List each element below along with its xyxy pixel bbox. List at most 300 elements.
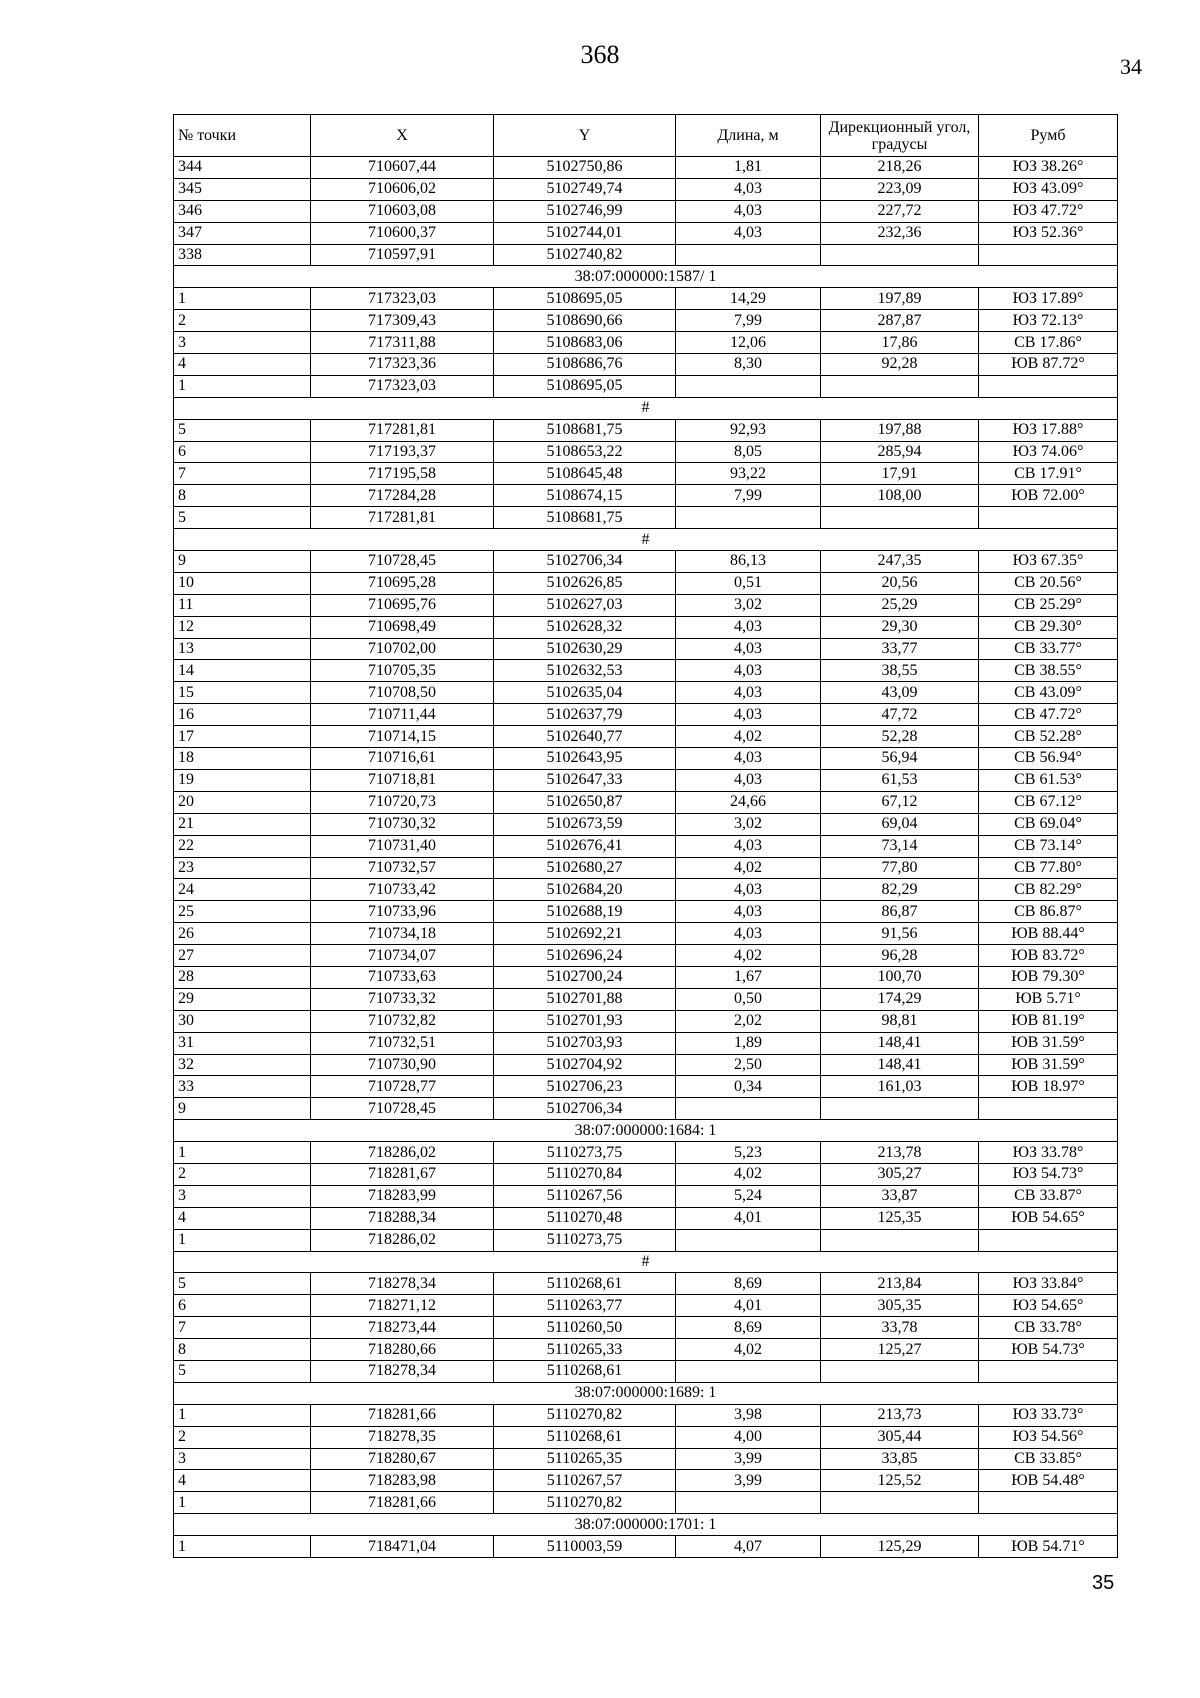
angle-cell: 174,29: [821, 988, 979, 1010]
x-cell: 718286,02: [311, 1142, 494, 1164]
table-row: [174, 769, 1118, 791]
page-number-top: 368: [580, 40, 620, 69]
point-number-cell: 8: [174, 1339, 311, 1361]
x-cell: 710714,15: [311, 726, 494, 748]
point-number-cell: 1: [174, 288, 311, 310]
angle-cell: 20,56: [821, 572, 979, 594]
rumb-cell: ЮВ 72.00°: [979, 485, 1118, 507]
x-cell: 710603,08: [311, 200, 494, 222]
x-cell: 710728,45: [311, 551, 494, 573]
length-cell: 2,02: [676, 1010, 821, 1032]
angle-cell: 77,80: [821, 857, 979, 879]
point-number-cell: 345: [174, 178, 311, 200]
x-cell: 717311,88: [311, 332, 494, 354]
y-cell: 5108690,66: [494, 310, 676, 332]
angle-cell: 100,70: [821, 966, 979, 988]
length-cell: 1,81: [676, 157, 821, 179]
point-number-cell: 1: [174, 1142, 311, 1164]
angle-cell: [821, 1229, 979, 1251]
angle-cell: 25,29: [821, 594, 979, 616]
x-cell: 710597,91: [311, 244, 494, 266]
y-cell: 5102746,99: [494, 200, 676, 222]
header-point-number: № точки: [174, 115, 311, 157]
point-number-cell: 4: [174, 1207, 311, 1229]
length-cell: 4,00: [676, 1426, 821, 1448]
x-cell: 710732,82: [311, 1010, 494, 1032]
length-cell: 0,50: [676, 988, 821, 1010]
y-cell: 5108674,15: [494, 485, 676, 507]
y-cell: 5102740,82: [494, 244, 676, 266]
y-cell: 5102744,01: [494, 222, 676, 244]
point-number-cell: 9: [174, 1098, 311, 1120]
point-number-cell: 14: [174, 660, 311, 682]
x-cell: 710698,49: [311, 616, 494, 638]
length-cell: [676, 1492, 821, 1514]
table-row: [174, 791, 1118, 813]
angle-cell: 33,78: [821, 1317, 979, 1339]
point-number-cell: 338: [174, 244, 311, 266]
point-number-cell: 3: [174, 1448, 311, 1470]
x-cell: 710695,76: [311, 594, 494, 616]
section-label: 38:07:000000:1701: 1: [174, 1514, 1118, 1536]
rumb-cell: СВ 25.29°: [979, 594, 1118, 616]
length-cell: 5,24: [676, 1185, 821, 1207]
angle-cell: 33,87: [821, 1185, 979, 1207]
length-cell: 4,03: [676, 682, 821, 704]
length-cell: 4,02: [676, 1339, 821, 1361]
table-row: [174, 660, 1118, 682]
angle-cell: [821, 244, 979, 266]
header-row: [174, 115, 1118, 157]
y-cell: 5108653,22: [494, 441, 676, 463]
angle-cell: [821, 1360, 979, 1382]
length-cell: 8,05: [676, 441, 821, 463]
x-cell: 710695,28: [311, 572, 494, 594]
y-cell: 5102750,86: [494, 157, 676, 179]
point-number-cell: 18: [174, 748, 311, 770]
y-cell: 5102643,95: [494, 748, 676, 770]
y-cell: 5102635,04: [494, 682, 676, 704]
section-label: #: [174, 529, 1118, 551]
length-cell: [676, 1098, 821, 1120]
point-number-cell: 30: [174, 1010, 311, 1032]
angle-cell: 108,00: [821, 485, 979, 507]
rumb-cell: СВ 17.86°: [979, 332, 1118, 354]
rumb-cell: ЮЗ 54.73°: [979, 1163, 1118, 1185]
rumb-cell: СВ 33.87°: [979, 1185, 1118, 1207]
table-row: [174, 704, 1118, 726]
rumb-cell: СВ 33.78°: [979, 1317, 1118, 1339]
x-cell: 717323,03: [311, 288, 494, 310]
section-row: [174, 1382, 1118, 1404]
x-cell: 718280,67: [311, 1448, 494, 1470]
point-number-cell: 6: [174, 1295, 311, 1317]
length-cell: 7,99: [676, 310, 821, 332]
rumb-cell: СВ 38.55°: [979, 660, 1118, 682]
table-row: [174, 572, 1118, 594]
table-row: [174, 1448, 1118, 1470]
table-row: [174, 901, 1118, 923]
point-number-cell: 8: [174, 485, 311, 507]
point-number-cell: 29: [174, 988, 311, 1010]
rumb-cell: [979, 1360, 1118, 1382]
angle-cell: 161,03: [821, 1076, 979, 1098]
header-direction-angle: Дирекционный угол, градусы: [821, 115, 979, 157]
angle-cell: 148,41: [821, 1032, 979, 1054]
point-number-cell: 10: [174, 572, 311, 594]
y-cell: 5102647,33: [494, 769, 676, 791]
angle-cell: 285,94: [821, 441, 979, 463]
rumb-cell: СВ 33.85°: [979, 1448, 1118, 1470]
length-cell: 8,30: [676, 354, 821, 376]
y-cell: 5102692,21: [494, 923, 676, 945]
angle-cell: [821, 375, 979, 397]
length-cell: 4,07: [676, 1536, 821, 1558]
length-cell: 3,98: [676, 1404, 821, 1426]
y-cell: 5102696,24: [494, 945, 676, 967]
length-cell: 8,69: [676, 1317, 821, 1339]
section-row: [174, 529, 1118, 551]
length-cell: 4,03: [676, 178, 821, 200]
length-cell: 4,03: [676, 835, 821, 857]
y-cell: 5110270,82: [494, 1492, 676, 1514]
table-row: [174, 726, 1118, 748]
x-cell: 718273,44: [311, 1317, 494, 1339]
length-cell: 4,03: [676, 923, 821, 945]
length-cell: 4,03: [676, 222, 821, 244]
length-cell: [676, 244, 821, 266]
length-cell: 93,22: [676, 463, 821, 485]
table-row: [174, 485, 1118, 507]
table-row: [174, 244, 1118, 266]
section-row: [174, 397, 1118, 419]
rumb-cell: СВ 73.14°: [979, 835, 1118, 857]
length-cell: 5,23: [676, 1142, 821, 1164]
rumb-cell: ЮВ 5.71°: [979, 988, 1118, 1010]
header-length: Длина, м: [676, 115, 821, 157]
y-cell: 5102680,27: [494, 857, 676, 879]
table-row: [174, 616, 1118, 638]
table-row: [174, 879, 1118, 901]
table-row: [174, 966, 1118, 988]
x-cell: 717195,58: [311, 463, 494, 485]
point-number-cell: 22: [174, 835, 311, 857]
rumb-cell: [979, 375, 1118, 397]
length-cell: 0,51: [676, 572, 821, 594]
angle-cell: 91,56: [821, 923, 979, 945]
table-row: [174, 288, 1118, 310]
rumb-cell: [979, 1098, 1118, 1120]
point-number-cell: 1: [174, 1229, 311, 1251]
section-label: #: [174, 397, 1118, 419]
table-row: [174, 682, 1118, 704]
y-cell: 5102684,20: [494, 879, 676, 901]
point-number-cell: 21: [174, 813, 311, 835]
angle-cell: 247,35: [821, 551, 979, 573]
y-cell: 5102706,34: [494, 551, 676, 573]
table-row: [174, 332, 1118, 354]
table-header: [174, 115, 1118, 157]
rumb-cell: СВ 77.80°: [979, 857, 1118, 879]
x-cell: 717323,03: [311, 375, 494, 397]
point-number-cell: 24: [174, 879, 311, 901]
length-cell: 3,02: [676, 594, 821, 616]
angle-cell: 197,89: [821, 288, 979, 310]
y-cell: 5102640,77: [494, 726, 676, 748]
x-cell: 710733,42: [311, 879, 494, 901]
x-cell: 710728,77: [311, 1076, 494, 1098]
point-number-cell: 12: [174, 616, 311, 638]
length-cell: 7,99: [676, 485, 821, 507]
point-number-cell: 26: [174, 923, 311, 945]
angle-cell: 227,72: [821, 200, 979, 222]
point-number-cell: 20: [174, 791, 311, 813]
angle-cell: 86,87: [821, 901, 979, 923]
length-cell: 4,01: [676, 1207, 821, 1229]
rumb-cell: СВ 69.04°: [979, 813, 1118, 835]
angle-cell: 96,28: [821, 945, 979, 967]
angle-cell: 47,72: [821, 704, 979, 726]
table-row: [174, 1032, 1118, 1054]
table-row: [174, 507, 1118, 529]
y-cell: 5110003,59: [494, 1536, 676, 1558]
length-cell: 4,03: [676, 901, 821, 923]
y-cell: 5108695,05: [494, 375, 676, 397]
x-cell: 710731,40: [311, 835, 494, 857]
table-row: [174, 1470, 1118, 1492]
y-cell: 5102632,53: [494, 660, 676, 682]
table-row: [174, 463, 1118, 485]
point-number-cell: 16: [174, 704, 311, 726]
table-row: [174, 1185, 1118, 1207]
rumb-cell: ЮЗ 43.09°: [979, 178, 1118, 200]
point-number-cell: 33: [174, 1076, 311, 1098]
length-cell: 92,93: [676, 419, 821, 441]
angle-cell: 92,28: [821, 354, 979, 376]
length-cell: 4,02: [676, 857, 821, 879]
y-cell: 5110263,77: [494, 1295, 676, 1317]
point-number-cell: 17: [174, 726, 311, 748]
x-cell: 710732,51: [311, 1032, 494, 1054]
rumb-cell: ЮВ 87.72°: [979, 354, 1118, 376]
rumb-cell: ЮЗ 38.26°: [979, 157, 1118, 179]
angle-cell: 61,53: [821, 769, 979, 791]
table-row: [174, 222, 1118, 244]
y-cell: 5110270,48: [494, 1207, 676, 1229]
x-cell: 718278,35: [311, 1426, 494, 1448]
length-cell: [676, 1360, 821, 1382]
rumb-cell: СВ 86.87°: [979, 901, 1118, 923]
page-number-right: 34: [1120, 54, 1142, 79]
rumb-cell: ЮЗ 54.65°: [979, 1295, 1118, 1317]
rumb-cell: СВ 43.09°: [979, 682, 1118, 704]
length-cell: 4,03: [676, 748, 821, 770]
x-cell: 718280,66: [311, 1339, 494, 1361]
length-cell: 4,03: [676, 879, 821, 901]
point-number-cell: 3: [174, 332, 311, 354]
y-cell: 5110267,56: [494, 1185, 676, 1207]
x-cell: 717323,36: [311, 354, 494, 376]
rumb-cell: ЮЗ 17.89°: [979, 288, 1118, 310]
angle-cell: 67,12: [821, 791, 979, 813]
table-row: [174, 1142, 1118, 1164]
angle-cell: 33,85: [821, 1448, 979, 1470]
angle-cell: [821, 1098, 979, 1120]
table-row: [174, 419, 1118, 441]
x-cell: 710733,32: [311, 988, 494, 1010]
point-number-cell: 32: [174, 1054, 311, 1076]
x-cell: 710600,37: [311, 222, 494, 244]
rumb-cell: ЮВ 54.73°: [979, 1339, 1118, 1361]
length-cell: 1,67: [676, 966, 821, 988]
point-number-cell: 5: [174, 507, 311, 529]
length-cell: [676, 1229, 821, 1251]
rumb-cell: СВ 17.91°: [979, 463, 1118, 485]
angle-cell: 125,52: [821, 1470, 979, 1492]
y-cell: 5102704,92: [494, 1054, 676, 1076]
rumb-cell: ЮВ 31.59°: [979, 1032, 1118, 1054]
x-cell: 718278,34: [311, 1273, 494, 1295]
angle-cell: 17,86: [821, 332, 979, 354]
y-cell: 5102627,03: [494, 594, 676, 616]
y-cell: 5102650,87: [494, 791, 676, 813]
y-cell: 5108683,06: [494, 332, 676, 354]
point-number-cell: 1: [174, 1492, 311, 1514]
point-number-cell: 6: [174, 441, 311, 463]
length-cell: 3,99: [676, 1470, 821, 1492]
y-cell: 5102701,88: [494, 988, 676, 1010]
table-row: [174, 835, 1118, 857]
table-row: [174, 1010, 1118, 1032]
length-cell: 12,06: [676, 332, 821, 354]
length-cell: 4,01: [676, 1295, 821, 1317]
y-cell: 5110270,82: [494, 1404, 676, 1426]
length-cell: 24,66: [676, 791, 821, 813]
point-number-cell: 344: [174, 157, 311, 179]
table-row: [174, 1295, 1118, 1317]
table-row: [174, 375, 1118, 397]
y-cell: 5102628,32: [494, 616, 676, 638]
length-cell: 4,03: [676, 200, 821, 222]
x-cell: 718286,02: [311, 1229, 494, 1251]
x-cell: 710732,57: [311, 857, 494, 879]
x-cell: 717284,28: [311, 485, 494, 507]
rumb-cell: ЮВ 54.48°: [979, 1470, 1118, 1492]
x-cell: 717281,81: [311, 507, 494, 529]
x-cell: 717281,81: [311, 419, 494, 441]
point-number-cell: 5: [174, 419, 311, 441]
rumb-cell: [979, 507, 1118, 529]
point-number-cell: 13: [174, 638, 311, 660]
point-number-cell: 1: [174, 1536, 311, 1558]
x-cell: 718283,99: [311, 1185, 494, 1207]
y-cell: 5110267,57: [494, 1470, 676, 1492]
rumb-cell: ЮВ 81.19°: [979, 1010, 1118, 1032]
y-cell: 5102673,59: [494, 813, 676, 835]
table-row: [174, 1273, 1118, 1295]
table-row: [174, 1492, 1118, 1514]
x-cell: 710718,81: [311, 769, 494, 791]
rumb-cell: ЮЗ 74.06°: [979, 441, 1118, 463]
table-row: [174, 945, 1118, 967]
angle-cell: 223,09: [821, 178, 979, 200]
length-cell: 4,02: [676, 945, 821, 967]
rumb-cell: ЮВ 54.71°: [979, 1536, 1118, 1558]
y-cell: 5102703,93: [494, 1032, 676, 1054]
rumb-cell: СВ 56.94°: [979, 748, 1118, 770]
header-rumb: Румб: [979, 115, 1118, 157]
table-row: [174, 1536, 1118, 1558]
angle-cell: 17,91: [821, 463, 979, 485]
rumb-cell: ЮВ 31.59°: [979, 1054, 1118, 1076]
x-cell: 710702,00: [311, 638, 494, 660]
angle-cell: 125,35: [821, 1207, 979, 1229]
point-number-cell: 15: [174, 682, 311, 704]
rumb-cell: СВ 82.29°: [979, 879, 1118, 901]
y-cell: 5110268,61: [494, 1273, 676, 1295]
y-cell: 5102700,24: [494, 966, 676, 988]
point-number-cell: 28: [174, 966, 311, 988]
point-number-cell: 19: [174, 769, 311, 791]
table-row: [174, 1076, 1118, 1098]
y-cell: 5102701,93: [494, 1010, 676, 1032]
length-cell: 14,29: [676, 288, 821, 310]
length-cell: 86,13: [676, 551, 821, 573]
table-row: [174, 923, 1118, 945]
angle-cell: 213,73: [821, 1404, 979, 1426]
x-cell: 710606,02: [311, 178, 494, 200]
angle-cell: 148,41: [821, 1054, 979, 1076]
length-cell: 4,02: [676, 726, 821, 748]
rumb-cell: СВ 29.30°: [979, 616, 1118, 638]
rumb-cell: ЮЗ 72.13°: [979, 310, 1118, 332]
x-cell: 710733,96: [311, 901, 494, 923]
angle-cell: 98,81: [821, 1010, 979, 1032]
y-cell: 5102706,34: [494, 1098, 676, 1120]
point-number-cell: 7: [174, 1317, 311, 1339]
length-cell: 4,03: [676, 638, 821, 660]
angle-cell: 33,77: [821, 638, 979, 660]
angle-cell: 82,29: [821, 879, 979, 901]
y-cell: 5108681,75: [494, 507, 676, 529]
point-number-cell: 7: [174, 463, 311, 485]
rumb-cell: СВ 47.72°: [979, 704, 1118, 726]
point-number-cell: 25: [174, 901, 311, 923]
rumb-cell: СВ 52.28°: [979, 726, 1118, 748]
y-cell: 5108695,05: [494, 288, 676, 310]
rumb-cell: СВ 33.77°: [979, 638, 1118, 660]
length-cell: 1,89: [676, 1032, 821, 1054]
x-cell: 710711,44: [311, 704, 494, 726]
x-cell: 718281,67: [311, 1163, 494, 1185]
table-row: [174, 1229, 1118, 1251]
y-cell: 5102706,23: [494, 1076, 676, 1098]
angle-cell: 125,27: [821, 1339, 979, 1361]
x-cell: 710734,18: [311, 923, 494, 945]
x-cell: 710705,35: [311, 660, 494, 682]
x-cell: 710730,32: [311, 813, 494, 835]
x-cell: 710708,50: [311, 682, 494, 704]
point-number-cell: 23: [174, 857, 311, 879]
y-cell: 5110273,75: [494, 1229, 676, 1251]
header-x: X: [311, 115, 494, 157]
table-row: [174, 178, 1118, 200]
angle-cell: 305,44: [821, 1426, 979, 1448]
rumb-cell: [979, 244, 1118, 266]
point-number-cell: 346: [174, 200, 311, 222]
length-cell: 3,99: [676, 1448, 821, 1470]
x-cell: 710607,44: [311, 157, 494, 179]
